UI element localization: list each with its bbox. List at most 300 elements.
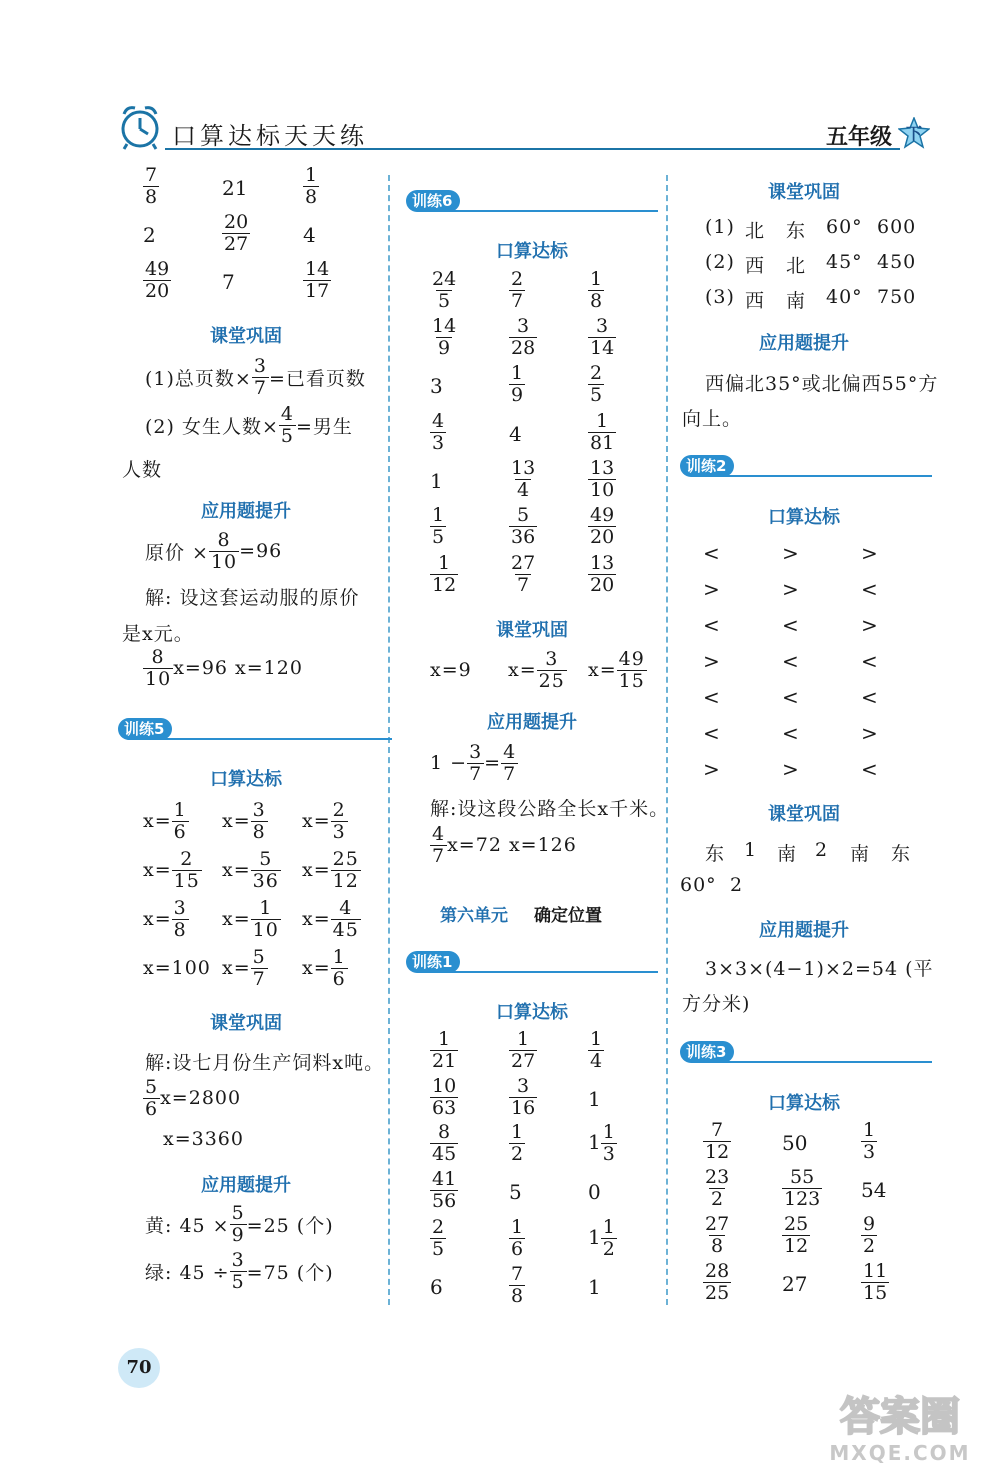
value: 6: [430, 1275, 443, 1299]
fraction: [509, 505, 537, 548]
c1-answer: [222, 270, 235, 294]
equation-text: =: [484, 752, 502, 774]
numerator: 2: [332, 798, 346, 821]
c2-answer: [588, 1122, 617, 1165]
equation-text: x=: [143, 810, 172, 832]
equation-text: x=: [508, 659, 537, 681]
c3-compare-symbol: >: [782, 577, 799, 601]
section-kousuan: 口算达标: [210, 769, 282, 790]
fraction: [588, 269, 604, 312]
c1-equation-answer: [222, 797, 268, 845]
c2-yy-equation: [430, 739, 518, 787]
denominator: 20: [590, 526, 615, 548]
c2-answer: [509, 363, 525, 406]
value: 2: [143, 223, 156, 247]
denominator: 3: [863, 1141, 876, 1163]
fraction: [172, 800, 189, 843]
badge-label: 训练3: [680, 1041, 734, 1063]
denominator: 2: [602, 1238, 615, 1260]
denominator: 3: [602, 1143, 615, 1165]
denominator: 12: [432, 574, 457, 596]
c3-compare-symbol: >: [861, 613, 878, 637]
numerator: 2: [432, 1216, 445, 1238]
value: 7: [222, 270, 235, 294]
c3-compare-symbol: <: [861, 685, 878, 709]
fraction: [509, 458, 537, 501]
c1-equation-answer: [222, 846, 281, 894]
badge-rule: [436, 210, 658, 212]
unit-title: [440, 901, 602, 926]
value: 0: [588, 1180, 601, 1204]
fraction: [252, 356, 269, 399]
denominator: 3: [432, 432, 445, 454]
fraction: [617, 649, 647, 692]
badge-label: 训练5: [118, 718, 172, 740]
denominator: 8: [305, 186, 318, 208]
c3-yy-answer: 方分米): [682, 993, 751, 1015]
numerator: 8: [151, 645, 165, 668]
equation-text: =75 (个): [246, 1261, 334, 1284]
fraction: [430, 1169, 458, 1212]
fraction: [430, 824, 447, 867]
c1-equation-answer: [143, 797, 189, 845]
numerator: 3: [469, 740, 483, 763]
c3-direction-answer: (3): [705, 286, 735, 308]
c2-answer: [430, 553, 458, 596]
numerator: 4: [432, 410, 445, 432]
c3-answer: [703, 1261, 731, 1304]
c2-answer: [509, 316, 537, 359]
numerator: 3: [173, 896, 187, 919]
section-yingyong: 应用题提升: [759, 920, 849, 941]
equation-text: x=: [302, 908, 331, 930]
denominator: 5: [590, 384, 603, 406]
equation-text: (1)总页数×: [145, 367, 252, 390]
fraction: [430, 1122, 458, 1165]
badge-lesson-2: [680, 455, 932, 479]
c3-ketang-answer: 南: [850, 843, 871, 865]
fraction: [703, 1167, 731, 1210]
denominator: 6: [511, 1238, 524, 1260]
c1-equation-answer: [222, 944, 268, 992]
denominator: 20: [590, 574, 615, 596]
fraction: [430, 553, 458, 596]
c3-answer: [861, 1120, 877, 1163]
numerator: 55: [790, 1166, 815, 1188]
fraction: [251, 947, 268, 990]
fraction: [331, 947, 348, 990]
numerator: 3: [253, 354, 267, 377]
c3-direction-answer: 60°: [826, 216, 863, 238]
c2-answer: [588, 1029, 604, 1072]
numerator: 1: [438, 1028, 451, 1050]
numerator: 24: [432, 268, 457, 290]
c3-direction-answer: 450: [877, 251, 917, 273]
c2-answer: [588, 269, 604, 312]
c2-yy-solution: 解:设这段公路全长x千米。: [430, 798, 670, 820]
equation-text: =96: [239, 540, 283, 562]
denominator: 10: [210, 550, 238, 573]
column-divider: [666, 175, 668, 1305]
denominator: 12: [332, 869, 359, 892]
fraction: [303, 165, 319, 208]
denominator: 5: [231, 1270, 245, 1293]
value: 54: [861, 1178, 887, 1202]
equation-text: x=: [222, 859, 251, 881]
numerator: 4: [280, 402, 294, 425]
c2-answer: [588, 458, 616, 501]
fraction: [430, 1029, 458, 1072]
c3-direction-answer: 45°: [826, 251, 863, 273]
section-ketang: 课堂巩固: [768, 804, 840, 825]
c3-compare-symbol: >: [861, 541, 878, 565]
numerator: 3: [517, 315, 530, 337]
fraction: [601, 1122, 617, 1165]
c3-direction-answer: 南: [786, 290, 807, 312]
numerator: 7: [511, 1263, 524, 1285]
fraction: [509, 316, 537, 359]
c3-compare-symbol: <: [703, 613, 720, 637]
c2-yy-final: [430, 821, 577, 869]
numerator: 14: [305, 258, 330, 280]
c3-yy-answer: 西偏北35°或北偏西55°方: [705, 373, 939, 395]
c1-ketang-1: [145, 353, 366, 401]
numerator: 10: [432, 1075, 457, 1097]
numerator: 13: [590, 552, 615, 574]
numerator: 2: [590, 362, 603, 384]
value: 1: [430, 469, 443, 493]
c2-answer: [509, 1076, 537, 1119]
numerator: 4: [503, 740, 517, 763]
fraction: [588, 363, 604, 406]
fraction: [509, 553, 537, 596]
c2-ketang-answer: [588, 646, 647, 694]
c3-answer: [782, 1272, 807, 1296]
fraction: [331, 898, 361, 941]
denominator: 21: [432, 1050, 457, 1072]
watermark-bottom: MXQE.COM: [829, 1441, 971, 1465]
equation-text: x=: [302, 810, 331, 832]
fraction: [303, 259, 331, 302]
numerator: 49: [145, 258, 170, 280]
denominator: 25: [538, 669, 565, 692]
denominator: 10: [252, 918, 279, 941]
denominator: 36: [511, 526, 536, 548]
numerator: 2: [180, 847, 194, 870]
numerator: 1: [438, 552, 451, 574]
c2-answer: [588, 1217, 617, 1260]
denominator: 7: [503, 762, 517, 785]
c2-answer: [430, 316, 458, 359]
fraction: [331, 849, 361, 892]
equation-text: x=: [588, 659, 617, 681]
fraction: [861, 1214, 877, 1257]
badge-lesson-5: [118, 718, 392, 742]
c2-answer: [430, 1076, 458, 1119]
numerator: 4: [339, 896, 353, 919]
unit-label: 第六单元: [440, 906, 508, 926]
denominator: 2: [511, 1143, 524, 1165]
equation-text: =已看页数: [268, 367, 366, 390]
c2-answer: [430, 374, 443, 398]
section-kousuan: 口算达标: [496, 1002, 568, 1023]
numerator: 1: [596, 410, 609, 432]
equation-text: x=: [222, 810, 251, 832]
c3-answer: [782, 1214, 810, 1257]
value: 1: [588, 1275, 601, 1299]
fraction: [230, 1203, 247, 1246]
c1-yy-solution: 是x元。: [122, 623, 194, 645]
numerator: 20: [224, 211, 249, 233]
c3-yy-answer: 向上。: [682, 408, 743, 430]
c3-compare-symbol: >: [703, 649, 720, 673]
fraction: [509, 269, 525, 312]
c2-answer: [509, 1029, 537, 1072]
value: 50: [782, 1131, 808, 1155]
c1-equation-answer: [222, 895, 281, 943]
fraction: [537, 649, 567, 692]
book-title: 口算达标天天练: [172, 122, 368, 150]
c2-answer: [430, 1122, 458, 1165]
badge-lesson-6: [406, 190, 658, 214]
denominator: 8: [173, 918, 187, 941]
c2-answer: [588, 553, 616, 596]
section-ketang: 课堂巩固: [210, 1013, 282, 1034]
numerator: 1: [602, 1121, 615, 1143]
numerator: 25: [784, 1213, 809, 1235]
fraction: [430, 1076, 458, 1119]
equation-text: x=: [222, 957, 251, 979]
c3-compare-symbol: >: [861, 721, 878, 745]
mixed-number: [588, 1121, 617, 1165]
numerator: 5: [231, 1201, 245, 1224]
equation-text: x=100: [143, 957, 211, 979]
fraction: [430, 505, 446, 548]
fraction: [703, 1261, 731, 1304]
c2-answer: [509, 1264, 525, 1307]
value: 3: [430, 374, 443, 398]
section-ketang: 课堂巩固: [210, 326, 282, 347]
fraction: [509, 1029, 537, 1072]
fraction: [222, 212, 250, 255]
c1-yy-solution: 解: 设这套运动服的原价: [145, 587, 360, 609]
c3-direction-answer: 北: [745, 220, 766, 242]
numerator: 3: [596, 315, 609, 337]
numerator: 9: [863, 1213, 876, 1235]
numerator: 1: [511, 362, 524, 384]
denominator: 45: [432, 1143, 457, 1165]
numerator: 1: [590, 268, 603, 290]
numerator: 5: [145, 1075, 159, 1098]
numerator: 27: [705, 1213, 730, 1235]
c3-answer: [703, 1214, 731, 1257]
badge-rule: [710, 475, 932, 477]
numerator: 49: [590, 504, 615, 526]
denominator: 7: [511, 290, 524, 312]
numerator: 49: [618, 647, 645, 670]
c1-answer: [222, 176, 247, 200]
numerator: 1: [590, 1028, 603, 1050]
fraction: [588, 505, 616, 548]
fraction: [861, 1261, 889, 1304]
equation-text: x=2800: [160, 1087, 242, 1109]
c3-direction-answer: 40°: [826, 286, 863, 308]
c3-compare-symbol: <: [782, 685, 799, 709]
c1-ketang-answer: x=3360: [163, 1128, 244, 1150]
c3-direction-answer: 西: [745, 255, 766, 277]
denominator: 5: [438, 290, 451, 312]
denominator: 12: [705, 1141, 730, 1163]
denominator: 5: [280, 424, 294, 447]
c2-answer: [509, 553, 537, 596]
numerator: 3: [517, 1075, 530, 1097]
value: 5: [509, 1180, 522, 1204]
c1-answer: [303, 165, 319, 208]
numerator: 3: [545, 647, 559, 670]
c3-ketang-answer: 南: [777, 843, 798, 865]
fraction: [279, 404, 296, 447]
c1-equation-answer: [143, 944, 211, 992]
c1-yy-final: [143, 644, 303, 692]
watermark-top: 答案圈: [840, 1394, 960, 1440]
fraction: [430, 269, 458, 312]
denominator: 5: [432, 1238, 445, 1260]
denominator: 8: [252, 820, 266, 843]
fraction: [588, 411, 616, 454]
numerator: 13: [511, 457, 536, 479]
whole-part: 1: [588, 1130, 601, 1154]
badge-rule: [148, 738, 392, 740]
c2-answer: [430, 269, 458, 312]
equation-text: 黄: 45 ×: [145, 1214, 230, 1237]
c2-answer: [430, 1169, 458, 1212]
unit-name: 确定位置: [534, 906, 602, 926]
denominator: 7: [253, 376, 267, 399]
denominator: 16: [511, 1097, 536, 1119]
denominator: 27: [224, 233, 249, 255]
denominator: 6: [332, 967, 346, 990]
c3-direction-answer: 东: [786, 220, 807, 242]
fraction: [703, 1120, 731, 1163]
c2-answer: [509, 1217, 525, 1260]
denominator: 4: [590, 1050, 603, 1072]
c2-answer: [588, 1087, 601, 1111]
fraction: [588, 553, 616, 596]
numerator: 25: [332, 847, 359, 870]
denominator: 81: [590, 432, 615, 454]
denominator: 6: [173, 820, 187, 843]
section-kousuan: 口算达标: [496, 241, 568, 262]
fraction: [509, 1122, 525, 1165]
c3-compare-symbol: <: [703, 541, 720, 565]
denominator: 7: [469, 762, 483, 785]
fraction: [509, 1076, 537, 1119]
c3-direction-answer: 600: [877, 216, 917, 238]
equation-text: x=: [143, 859, 172, 881]
watermark: [818, 1386, 983, 1466]
c1-equation-answer: [143, 895, 189, 943]
numerator: 1: [259, 896, 273, 919]
c3-answer: [703, 1120, 731, 1163]
c2-answer: [509, 269, 525, 312]
c1-ketang-equation: [143, 1074, 241, 1122]
badge-rule: [710, 1061, 932, 1063]
section-ketang: 课堂巩固: [496, 620, 568, 641]
denominator: 123: [784, 1188, 821, 1210]
c3-compare-symbol: <: [782, 649, 799, 673]
denominator: 15: [863, 1282, 888, 1304]
c1-equation-answer: [302, 846, 361, 894]
numerator: 27: [511, 552, 536, 574]
numerator: 1: [305, 164, 318, 186]
denominator: 45: [332, 918, 359, 941]
c3-direction-answer: 北: [786, 255, 807, 277]
c1-answer: [222, 212, 250, 255]
c3-answer: [703, 1167, 731, 1210]
section-yingyong: 应用题提升: [759, 333, 849, 354]
fraction: [588, 1029, 604, 1072]
fraction: [172, 898, 189, 941]
c2-answer: [588, 316, 616, 359]
numerator: 4: [432, 822, 446, 845]
fraction: [230, 1250, 247, 1293]
badge-label: 训练1: [406, 951, 460, 973]
numerator: 7: [145, 164, 158, 186]
page-number: 70: [118, 1348, 160, 1388]
equation-text: x=: [302, 859, 331, 881]
denominator: 56: [432, 1190, 457, 1212]
whole-part: 1: [588, 1225, 601, 1249]
value: 1: [588, 1087, 601, 1111]
denominator: 28: [511, 337, 536, 359]
c3-ketang-answer: 2: [815, 839, 829, 861]
c3-direction-answer: (1): [705, 216, 735, 238]
denominator: 4: [517, 479, 530, 501]
c1-answer: [303, 259, 331, 302]
equation-text: x=9: [430, 659, 472, 681]
equation-text: x=72 x=126: [447, 834, 577, 856]
equation-text: 绿: 45 ÷: [145, 1261, 230, 1284]
c3-compare-symbol: <: [782, 721, 799, 745]
grade-label: 五年级: [826, 125, 893, 150]
c2-answer: [509, 1180, 522, 1204]
numerator: 5: [517, 504, 530, 526]
mixed-number: [588, 1216, 617, 1260]
denominator: 27: [511, 1050, 536, 1072]
c3-compare-symbol: >: [782, 757, 799, 781]
fraction: [467, 742, 484, 785]
c1-equation-answer: [143, 846, 202, 894]
denominator: 8: [590, 290, 603, 312]
c2-answer: [430, 1217, 446, 1260]
denominator: 63: [432, 1097, 457, 1119]
value: 4: [303, 223, 316, 247]
c1-yy-green: [145, 1247, 334, 1295]
value: 21: [222, 176, 248, 200]
c1-equation-answer: [302, 797, 348, 845]
c3-answer: [782, 1167, 822, 1210]
equation-text: =男生: [295, 415, 353, 438]
numerator: 1: [863, 1119, 876, 1141]
denominator: 8: [511, 1285, 524, 1307]
c2-answer: [588, 1180, 601, 1204]
fraction: [861, 1120, 877, 1163]
denominator: 7: [517, 574, 530, 596]
fraction: [782, 1167, 822, 1210]
equation-text: x=: [222, 908, 251, 930]
c1-equation-answer: [302, 944, 348, 992]
c3-answer: [861, 1214, 877, 1257]
